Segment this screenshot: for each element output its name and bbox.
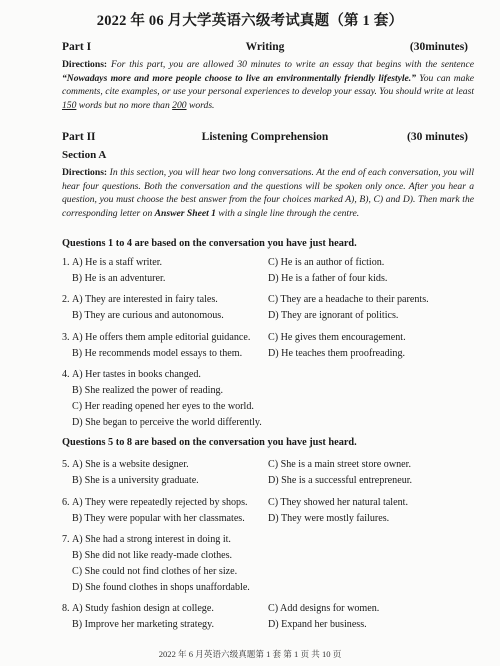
part1-name: Writing	[245, 41, 285, 53]
option-d[interactable]: D) She began to perceive the world differently.	[72, 417, 262, 428]
option-b[interactable]: B) He is an adventurer.	[72, 273, 166, 284]
directions-label: Directions:	[62, 59, 108, 70]
question-number: 2.	[62, 294, 70, 305]
part2-time: (30 minutes)	[406, 131, 468, 143]
option-a[interactable]: A) He is a staff writer.	[72, 257, 163, 268]
option-d[interactable]: D) They were mostly failures.	[268, 513, 390, 524]
option-b[interactable]: B) He recommends model essays to them.	[72, 348, 243, 359]
option-c[interactable]: C) Add designs for women.	[268, 603, 380, 614]
question-number: 4.	[62, 369, 70, 380]
directions-text: with a single line through the centre.	[215, 207, 360, 219]
option-b[interactable]: B) She did not like ready-made clothes.	[72, 550, 233, 561]
option-c[interactable]: C) They showed her natural talent.	[268, 497, 408, 508]
essay-prompt: “Nowadays more and more people choose to live an environmentally friendly lifestyle.”	[62, 72, 416, 84]
word-max: 200	[172, 99, 187, 111]
option-c[interactable]: C) Her reading opened her eyes to the world.	[72, 401, 254, 412]
option-a[interactable]: A) They were repeatedly rejected by shops.	[72, 497, 248, 508]
question-number: 8.	[62, 603, 70, 614]
option-d[interactable]: D) She is a successful entrepreneur.	[268, 475, 413, 486]
part2-name: Listening Comprehension	[201, 131, 329, 143]
question-group-heading: Questions 1 to 4 are based on the conversation you have just heard.	[62, 238, 357, 249]
directions-text: words but no more than	[76, 99, 173, 111]
option-d[interactable]: D) He teaches them proofreading.	[268, 348, 406, 359]
option-a[interactable]: A) Her tastes in books changed.	[72, 369, 201, 380]
option-d[interactable]: D) Expand her business.	[268, 619, 367, 630]
option-b[interactable]: B) She is a university graduate.	[72, 475, 199, 486]
question-number: 5.	[62, 459, 70, 470]
option-c[interactable]: C) He gives them encouragement.	[268, 332, 406, 343]
option-a[interactable]: A) They are interested in fairy tales.	[72, 294, 218, 305]
exam-title: 2022 年 06 月大学英语六级考试真题（第 1 套）	[96, 13, 404, 29]
question-number: 7.	[62, 534, 70, 545]
option-d[interactable]: D) She found clothes in shops unaffordable.	[72, 582, 250, 593]
part2-directions	[62, 166, 474, 220]
option-d[interactable]: D) They are ignorant of politics.	[268, 310, 399, 321]
question-number: 3.	[62, 332, 70, 343]
option-a[interactable]: A) She is a website designer.	[72, 459, 189, 470]
part2-label: Part II	[62, 131, 96, 143]
option-c[interactable]: C) She is a main street store owner.	[268, 459, 411, 470]
option-c[interactable]: C) He is an author of fiction.	[268, 257, 385, 268]
part1-label: Part I	[62, 41, 92, 53]
section-a-heading: Section A	[62, 149, 107, 161]
directions-label: Directions:	[62, 167, 108, 178]
option-a[interactable]: A) Study fashion design at college.	[72, 603, 214, 614]
option-c[interactable]: C) They are a headache to their parents.	[268, 294, 429, 305]
directions-text: You can make comments, cite examples, or use your personal experiences to develop your essay. You should write at least	[62, 72, 474, 98]
part1-directions	[62, 58, 474, 112]
option-a[interactable]: A) He offers them ample editorial guidance.	[72, 332, 251, 343]
option-b[interactable]: B) Improve her marketing strategy.	[72, 619, 215, 630]
option-d[interactable]: D) He is a father of four kids.	[268, 273, 388, 284]
option-b[interactable]: B) They are curious and autonomous.	[72, 310, 224, 321]
option-c[interactable]: C) She could not find clothes of her size.	[72, 566, 238, 577]
page-footer: 2022 年 6 月英语六级真题第 1 套 第 1 页 共 10 页	[158, 649, 342, 659]
directions-text: For this part, you are allowed 30 minutes to write an essay that begins with the sentence	[107, 59, 474, 70]
part1-time: (30minutes)	[409, 41, 468, 53]
question-group-heading: Questions 5 to 8 are based on the conversation you have just heard.	[62, 437, 357, 448]
question-number: 1.	[62, 257, 70, 268]
question-number: 6.	[62, 497, 70, 508]
directions-text: words.	[186, 99, 215, 111]
option-b[interactable]: B) She realized the power of reading.	[72, 385, 224, 396]
directions-text: In this section, you will hear two long conversations. At the end of each conversation, you will hear four questions. Both the conversation and the questions will be spoken only once. After you hear a question, you must choose the best answer from the four choices marked A), B), C) and D). Then mark the corresponding letter on	[62, 167, 474, 219]
option-b[interactable]: B) They were popular with her classmates.	[72, 513, 245, 524]
word-min: 150	[62, 99, 77, 111]
answer-sheet-ref: Answer Sheet 1	[154, 207, 216, 219]
option-a[interactable]: A) She had a strong interest in doing it.	[72, 534, 231, 545]
